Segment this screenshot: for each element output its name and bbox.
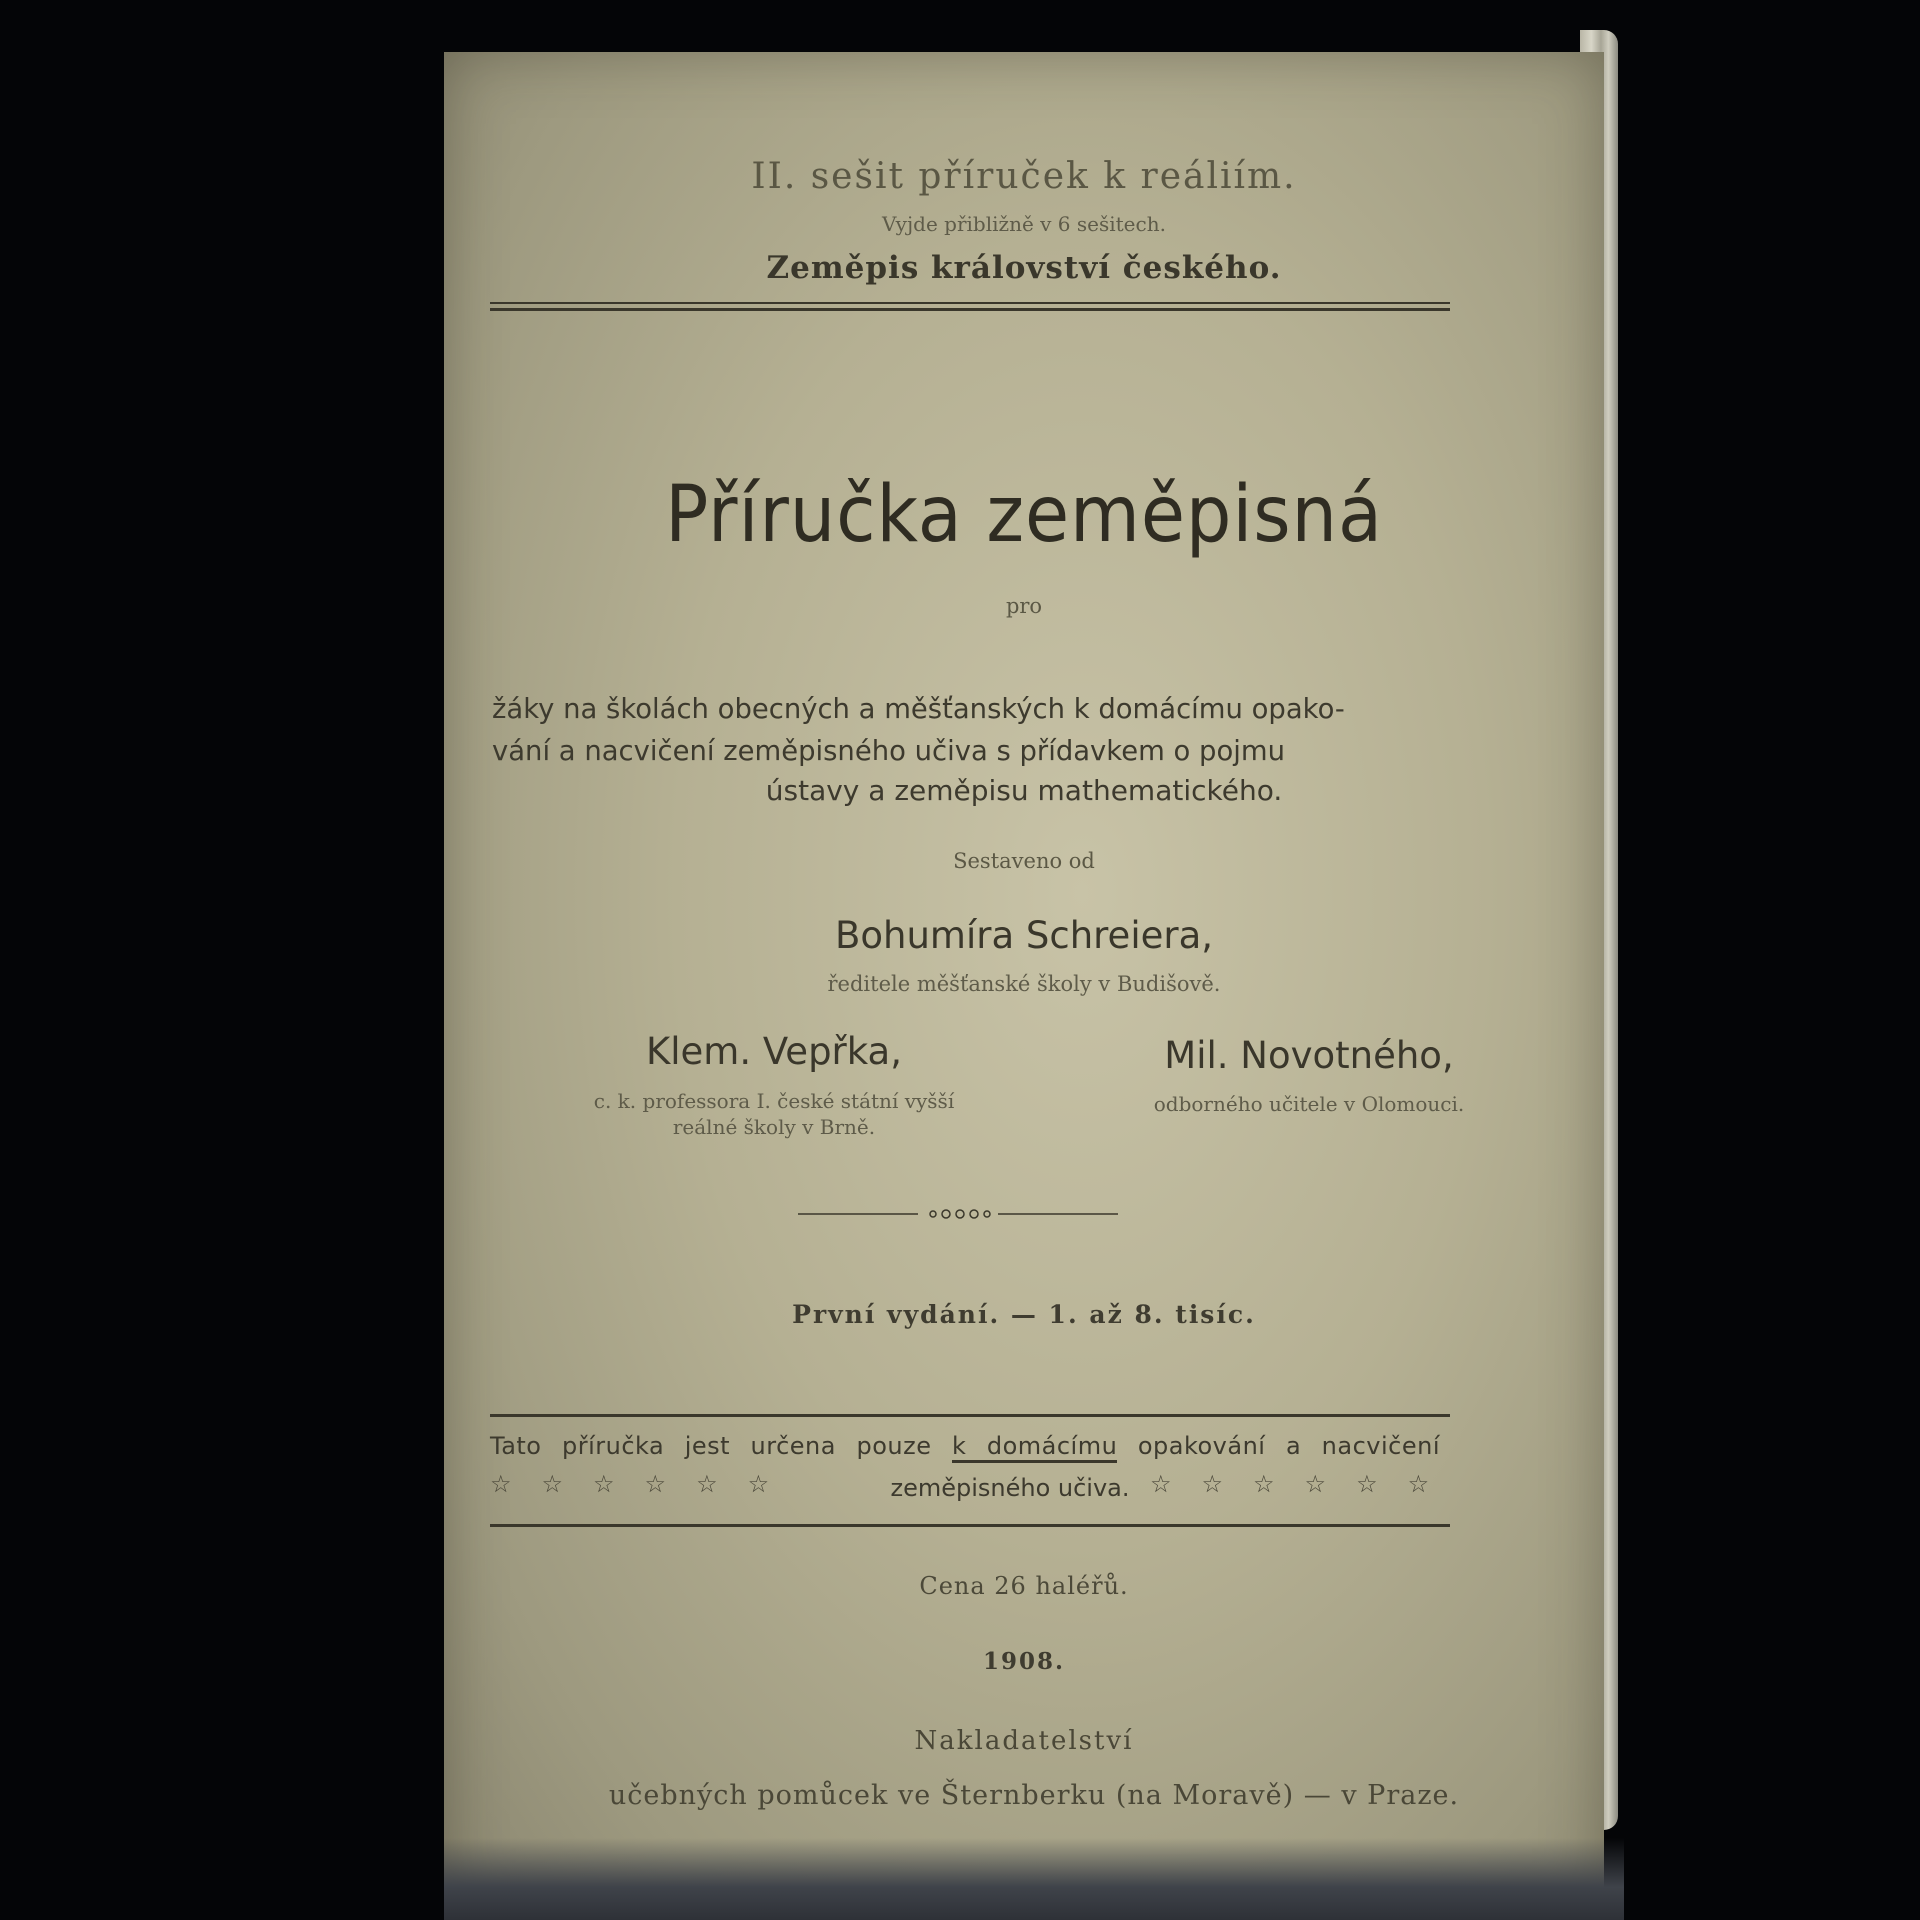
- star-icons-right: ☆☆☆☆☆☆: [1150, 1470, 1460, 1498]
- publisher-line-2: učebných pomůcek ve Šternberku (na Moravě) — v Praze.: [608, 1780, 1460, 1811]
- title-page: [444, 52, 1604, 1920]
- header-rule-top: [490, 302, 1450, 304]
- author-left-role-line-2: reálné školy v Brně.: [672, 1115, 876, 1139]
- notice-text-after: opakování a nacvičení: [1137, 1432, 1440, 1460]
- ornament-divider-icon: [798, 1204, 1118, 1224]
- author-left-role: [484, 1088, 1064, 1140]
- notice-text-line-2: zeměpisného učiva.: [890, 1474, 1130, 1502]
- star-icons-left: ☆☆☆☆☆☆: [490, 1470, 800, 1498]
- publication-year: 1908.: [982, 1648, 1066, 1675]
- subtitle-line-3: ústavy a zeměpisu mathematického.: [765, 774, 1283, 807]
- subtitle-line-2: vání a nacvičení zeměpisného učiva s přídavkem o pojmu: [492, 734, 1286, 767]
- series-title: II. sešit příruček k reáliím.: [751, 156, 1297, 197]
- notice-line-2: [490, 1470, 1460, 1506]
- author-left-role-line-1: c. k. professora I. české státní vyšší: [593, 1089, 955, 1113]
- notice-text-before: Tato příručka jest určena pouze: [490, 1432, 932, 1460]
- series-name: Zeměpis království českého.: [766, 250, 1282, 286]
- notice-text-underlined: k domácímu: [952, 1432, 1117, 1463]
- book-subtitle: [492, 688, 1443, 772]
- book-title: Příručka zeměpisná: [665, 470, 1383, 560]
- subtitle-line-1: žáky na školách obecných a měšťanských k domácímu opako-: [492, 692, 1345, 725]
- notice-rule-bottom: [490, 1524, 1450, 1527]
- author-main-role: ředitele měšťanské školy v Budišově.: [827, 972, 1221, 996]
- compiled-by: Sestaveno od: [953, 849, 1095, 873]
- author-main-name: Bohumíra Schreiera,: [834, 914, 1214, 957]
- publisher-line-1: Nakladatelství: [914, 1726, 1134, 1756]
- notice-rule-top: [490, 1414, 1450, 1417]
- edition-info: První vydání. — 1. až 8. tisíc.: [792, 1300, 1256, 1329]
- author-left-name: Klem. Vepřka,: [646, 1030, 902, 1073]
- book-title-pro: pro: [1005, 594, 1043, 618]
- header-rule-bottom: [490, 308, 1450, 311]
- author-right-role: odborného učitele v Olomouci.: [1153, 1092, 1465, 1116]
- series-note: Vyjde přibližně v 6 sešitech.: [882, 212, 1166, 236]
- page-bottom-shadow: [444, 1838, 1624, 1920]
- price: Cena 26 haléřů.: [919, 1572, 1129, 1600]
- author-right-name: Mil. Novotného,: [1164, 1034, 1454, 1077]
- notice-line-1: [490, 1432, 1440, 1460]
